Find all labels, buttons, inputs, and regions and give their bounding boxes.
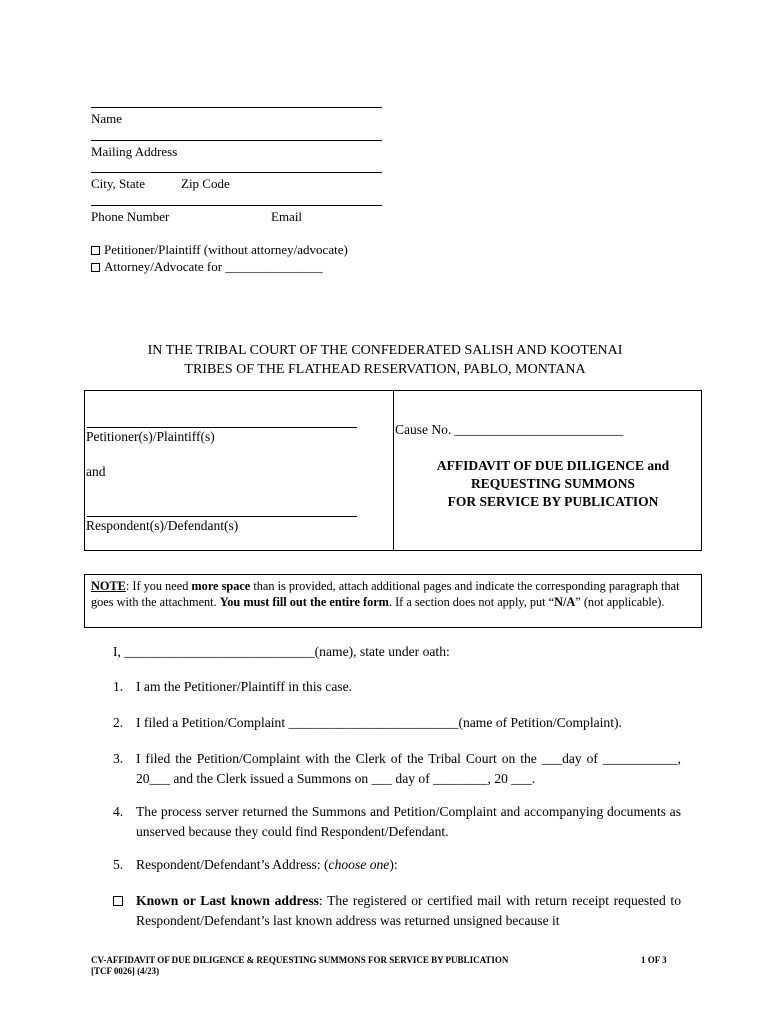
known-address-checkbox[interactable] [113,896,123,906]
attorney-checkbox-label: Attorney/Advocate for _______________ [104,259,323,274]
name-label: Name [91,111,123,126]
mailing-address-line[interactable] [91,140,382,141]
respondent-label: Respondent(s)/Defendant(s) [86,518,239,533]
city-state-label: City, State [91,176,146,191]
court-heading-line2: TRIBES OF THE FLATHEAD RESERVATION, PABLO, MONTANA [184,362,586,377]
zip-code-label: Zip Code [181,176,230,191]
note-box [84,574,702,628]
document-title [405,457,701,511]
note-bold-fill-out: You must fill out the entire form [219,595,389,609]
caption-divider [393,391,394,550]
note-text-4: ” (not applicable). [575,595,665,609]
paragraph-5-pre: Respondent/Defendant’s Address: ( [136,857,329,872]
note-bold-more-space: more space [191,579,251,593]
document-title-line2: REQUESTING SUMMONS [471,476,635,491]
respondent-name-line[interactable] [87,516,357,517]
paragraph-2-text[interactable]: I filed a Petition/Complaint _________________________(name of Petition/Complaint). [136,715,622,730]
known-address-text [136,891,681,931]
attorney-checkbox-row [91,259,323,275]
footer-form-title: CV-AFFIDAVIT OF DUE DILIGENCE & REQUESTING SUMMONS FOR SERVICE BY PUBLICATION [91,955,509,965]
mailing-address-label: Mailing Address [91,144,178,159]
petitioner-checkbox-label: Petitioner/Plaintiff (without attorney/advocate) [104,242,348,257]
attorney-checkbox[interactable] [91,263,100,272]
document-title-line3: FOR SERVICE BY PUBLICATION [447,494,659,509]
footer-form-code: [TCF 0026] (4/23) [91,966,160,976]
court-heading-line1: IN THE TRIBAL COURT OF THE CONFEDERATED SALISH AND KOOTENAI [147,343,623,358]
paragraph-5-italic: choose one [328,857,390,872]
paragraph-1-text: I am the Petitioner/Plaintiff in this case. [136,679,353,694]
oath-statement[interactable]: I, ____________________________(name), state under oath: [113,644,450,659]
note-text-2: than is provided, attach additional pages and indicate the corresponding paragraph that goes with the attachment. [91,579,680,609]
document-title-line1: AFFIDAVIT OF DUE DILIGENCE and [436,458,670,473]
petitioner-name-line[interactable] [87,427,357,428]
petitioner-checkbox-row [91,242,348,258]
paragraph-2-number: 2. [113,715,124,730]
known-address-label: Known or Last known address [136,893,319,908]
note-label: NOTE [91,579,126,593]
phone-number-label: Phone Number [91,209,170,224]
paragraph-3-text[interactable]: I filed the Petition/Complaint with the Clerk of the Tribal Court on the ___day of ___________, 20___ and the Clerk issued a Summons on ___ day of ________, 20 ___. [136,751,681,786]
and-label: and [86,464,106,479]
name-line[interactable] [91,107,382,108]
phone-email-line[interactable] [91,205,382,206]
paragraph-5-text [136,855,681,875]
paragraph-4-number: 4. [113,804,124,819]
note-bold-na: N/A [554,595,576,609]
paragraph-3-number: 3. [113,751,124,766]
city-state-zip-line[interactable] [91,172,382,173]
paragraph-4-text: The process server returned the Summons and Petition/Complaint and accompanying documents as unserved because they could find Respondent/Defendant. [136,804,681,839]
petitioner-label: Petitioner(s)/Plaintiff(s) [86,429,215,444]
paragraph-1-number: 1. [113,679,124,694]
paragraph-5-post: ): [389,857,398,872]
footer-page-number: 1 OF 3 [641,955,667,965]
note-text-3: . If a section does not apply, put “ [388,595,555,609]
known-address-description: : The registered or certified mail with return receipt requested to Respondent/Defendant’s last known address was returned unsigned because it [136,893,681,928]
petitioner-checkbox[interactable] [91,246,100,255]
note-text-1: : If you need [125,579,192,593]
email-label: Email [271,209,303,224]
case-caption-box [84,390,702,551]
paragraph-5-number: 5. [113,857,124,872]
footer-form-info [91,955,508,977]
cause-number-field[interactable]: Cause No. _________________________ [395,422,624,437]
